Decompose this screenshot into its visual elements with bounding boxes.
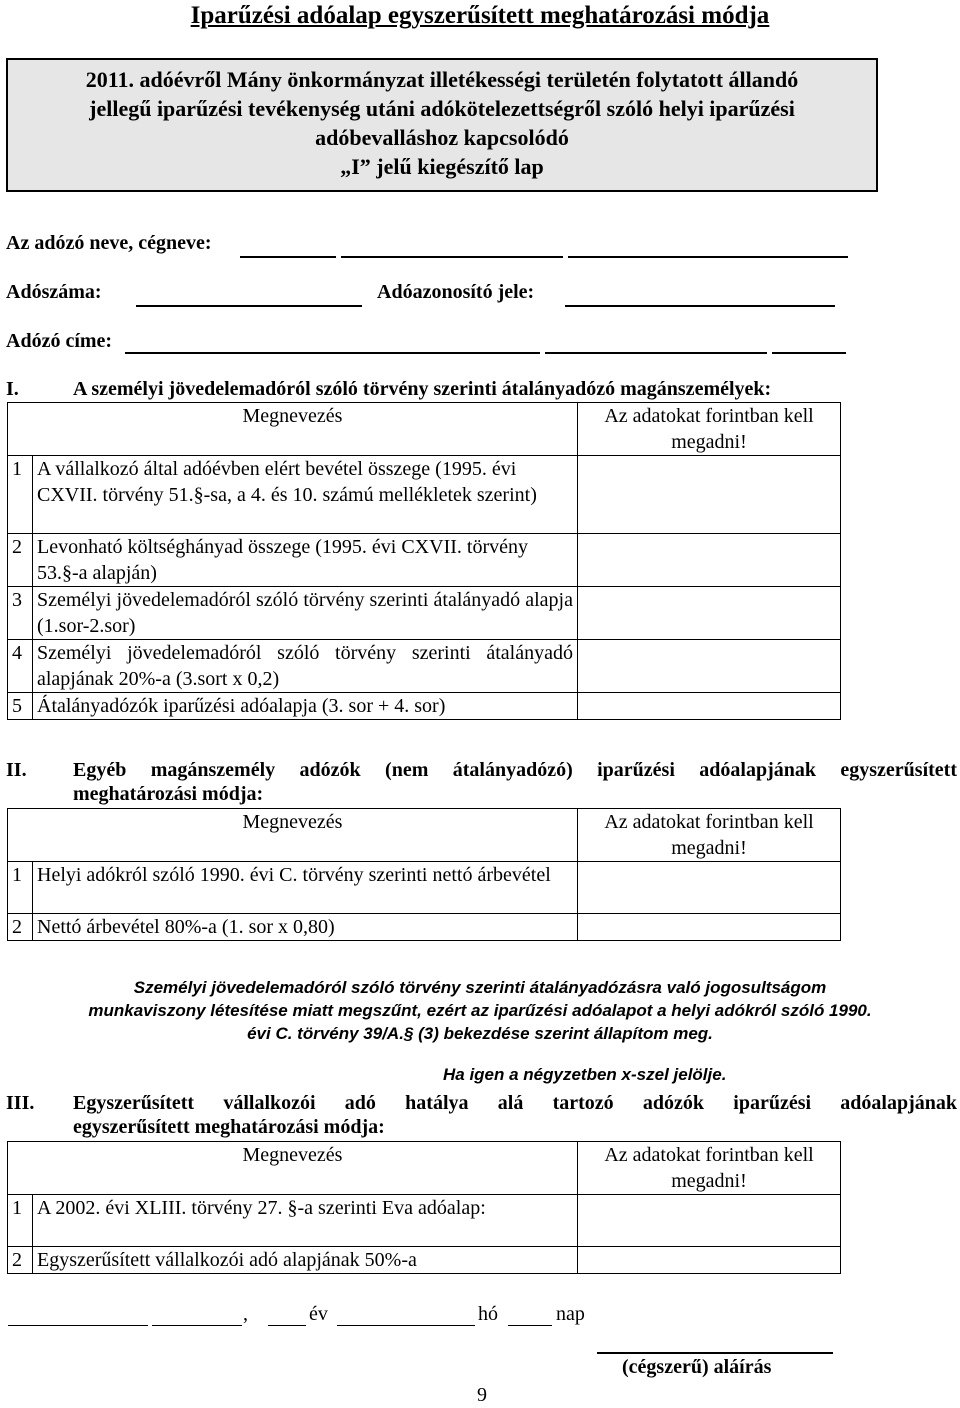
month-label: hó <box>478 1303 498 1325</box>
row-value-input[interactable] <box>578 1195 841 1247</box>
place-field-2[interactable] <box>152 1325 242 1326</box>
row-description: Nettó árbevétel 80%-a (1. sor x 0,80) <box>33 914 578 941</box>
row-description: Átalányadózók iparűzési adóalapja (3. sor + 4. sor) <box>33 693 578 720</box>
signature-label: (cégszerű) aláírás <box>622 1356 772 1378</box>
section-2-title-line-1: Egyéb magánszemély adózók (nem átalányadózó) iparűzési adóalapjának egyszerűsített <box>73 759 957 781</box>
row-description: A vállalkozó által adóévben elért bevétel összege (1995. évi CXVII. törvény 51.§-sa, a 4. és 10. számú mellékletek szerint) <box>33 456 578 534</box>
table-row <box>8 587 841 640</box>
page-number: 9 <box>477 1384 487 1406</box>
section-2-table <box>7 808 841 941</box>
month-field[interactable] <box>337 1325 475 1326</box>
section-3-table <box>7 1141 841 1274</box>
taxpayer-name-label: Az adózó neve, cégneve: <box>6 232 212 254</box>
date-comma: , <box>243 1303 248 1325</box>
row-number: 3 <box>8 587 33 640</box>
row-value-input[interactable] <box>578 534 841 587</box>
section-3-number: III. <box>6 1092 35 1114</box>
table-row <box>8 456 841 534</box>
tax-number-field[interactable] <box>136 305 362 307</box>
section-1-table <box>7 402 841 720</box>
tax-id-label: Adóazonosító jele: <box>377 281 535 303</box>
section-1-number: I. <box>6 378 19 400</box>
row-description: Levonható költséghányad összege (1995. évi CXVII. törvény 53.§-a alapján) <box>33 534 578 587</box>
row-number: 5 <box>8 693 33 720</box>
notice-line-2: munkaviszony létesítése miatt megszűnt, ezért az iparűzési adóalapot a helyi adókról szóló 1990. <box>88 1001 872 1020</box>
day-field[interactable] <box>508 1325 552 1326</box>
table-header-row <box>8 403 841 456</box>
header-line-2: jellegű iparűzési tevékenység utáni adókötelezettségről szóló helyi iparűzési <box>89 96 795 121</box>
address-field-2[interactable] <box>545 352 767 354</box>
section-3-title-line-2: egyszerűsített meghatározási módja: <box>73 1116 385 1138</box>
notice-text <box>0 976 960 1045</box>
page-title: Iparűzési adóalap egyszerűsített meghatározási módja <box>190 2 770 29</box>
column-name-header: Megnevezés <box>8 1142 578 1195</box>
column-value-header: Az adatokat forintban kell megadni! <box>578 1142 841 1195</box>
table-row <box>8 693 841 720</box>
row-description: Egyszerűsített vállalkozói adó alapjának 50%-a <box>33 1247 578 1274</box>
section-2-title-line-2: meghatározási módja: <box>73 783 264 805</box>
row-value-input[interactable] <box>578 587 841 640</box>
table-row <box>8 1195 841 1247</box>
year-label: év <box>309 1303 328 1325</box>
table-row <box>8 862 841 914</box>
column-name-header: Megnevezés <box>8 403 578 456</box>
notice-line-3: évi C. törvény 39/A.§ (3) bekezdése szerint állapítom meg. <box>247 1024 713 1043</box>
header-line-3: adóbevalláshoz kapcsolódó <box>315 125 569 150</box>
address-field-3[interactable] <box>772 352 846 354</box>
table-header-row <box>8 1142 841 1195</box>
taxpayer-name-field-2[interactable] <box>341 256 563 258</box>
header-line-4: „I” jelű kiegészítő lap <box>340 154 544 179</box>
row-value-input[interactable] <box>578 640 841 693</box>
section-2-number: II. <box>6 759 27 781</box>
address-field-1[interactable] <box>125 352 540 354</box>
signature-field[interactable] <box>597 1352 833 1354</box>
column-value-header: Az adatokat forintban kell megadni! <box>578 809 841 862</box>
row-description: Helyi adókról szóló 1990. évi C. törvény szerinti nettó árbevétel <box>33 862 578 914</box>
row-value-input[interactable] <box>578 914 841 941</box>
tax-id-field[interactable] <box>565 305 835 307</box>
table-row <box>8 640 841 693</box>
address-label: Adózó címe: <box>6 330 113 352</box>
row-number: 2 <box>8 1247 33 1274</box>
checkbox-hint: Ha igen a négyzetben x-szel jelölje. <box>443 1065 727 1084</box>
row-description: Személyi jövedelemadóról szóló törvény szerinti átalányadó alapja (1.sor-2.sor) <box>33 587 578 640</box>
row-number: 4 <box>8 640 33 693</box>
column-value-header: Az adatokat forintban kell megadni! <box>578 403 841 456</box>
section-3-title-line-1: Egyszerűsített vállalkozói adó hatálya alá tartozó adózók iparűzési adóalapjának <box>73 1092 957 1114</box>
row-number: 1 <box>8 1195 33 1247</box>
place-field[interactable] <box>8 1325 148 1326</box>
table-header-row <box>8 809 841 862</box>
column-name-header: Megnevezés <box>8 809 578 862</box>
day-label: nap <box>556 1303 585 1325</box>
row-value-input[interactable] <box>578 456 841 534</box>
row-number: 1 <box>8 456 33 534</box>
row-number: 2 <box>8 914 33 941</box>
tax-number-label: Adószáma: <box>6 281 102 303</box>
row-value-input[interactable] <box>578 1247 841 1274</box>
row-number: 1 <box>8 862 33 914</box>
header-box <box>6 58 878 192</box>
row-description: A 2002. évi XLIII. törvény 27. §-a szerinti Eva adóalap: <box>33 1195 578 1247</box>
taxpayer-name-field-3[interactable] <box>568 256 848 258</box>
row-value-input[interactable] <box>578 693 841 720</box>
table-row <box>8 534 841 587</box>
row-value-input[interactable] <box>578 862 841 914</box>
row-number: 2 <box>8 534 33 587</box>
year-field[interactable] <box>268 1325 306 1326</box>
row-description: Személyi jövedelemadóról szóló törvény szerinti átalányadó alapjának 20%-a (3.sort x 0,2) <box>33 640 578 693</box>
header-line-1: 2011. adóévről Mány önkormányzat illetékességi területén folytatott állandó <box>85 67 799 92</box>
taxpayer-name-field-1[interactable] <box>240 256 336 258</box>
table-row <box>8 1247 841 1274</box>
notice-line-1: Személyi jövedelemadóról szóló törvény szerinti átalányadózásra való jogosultságom <box>133 978 827 997</box>
table-row <box>8 914 841 941</box>
section-1-title: A személyi jövedelemadóról szóló törvény szerinti átalányadózó magánszemélyek: <box>73 378 772 400</box>
